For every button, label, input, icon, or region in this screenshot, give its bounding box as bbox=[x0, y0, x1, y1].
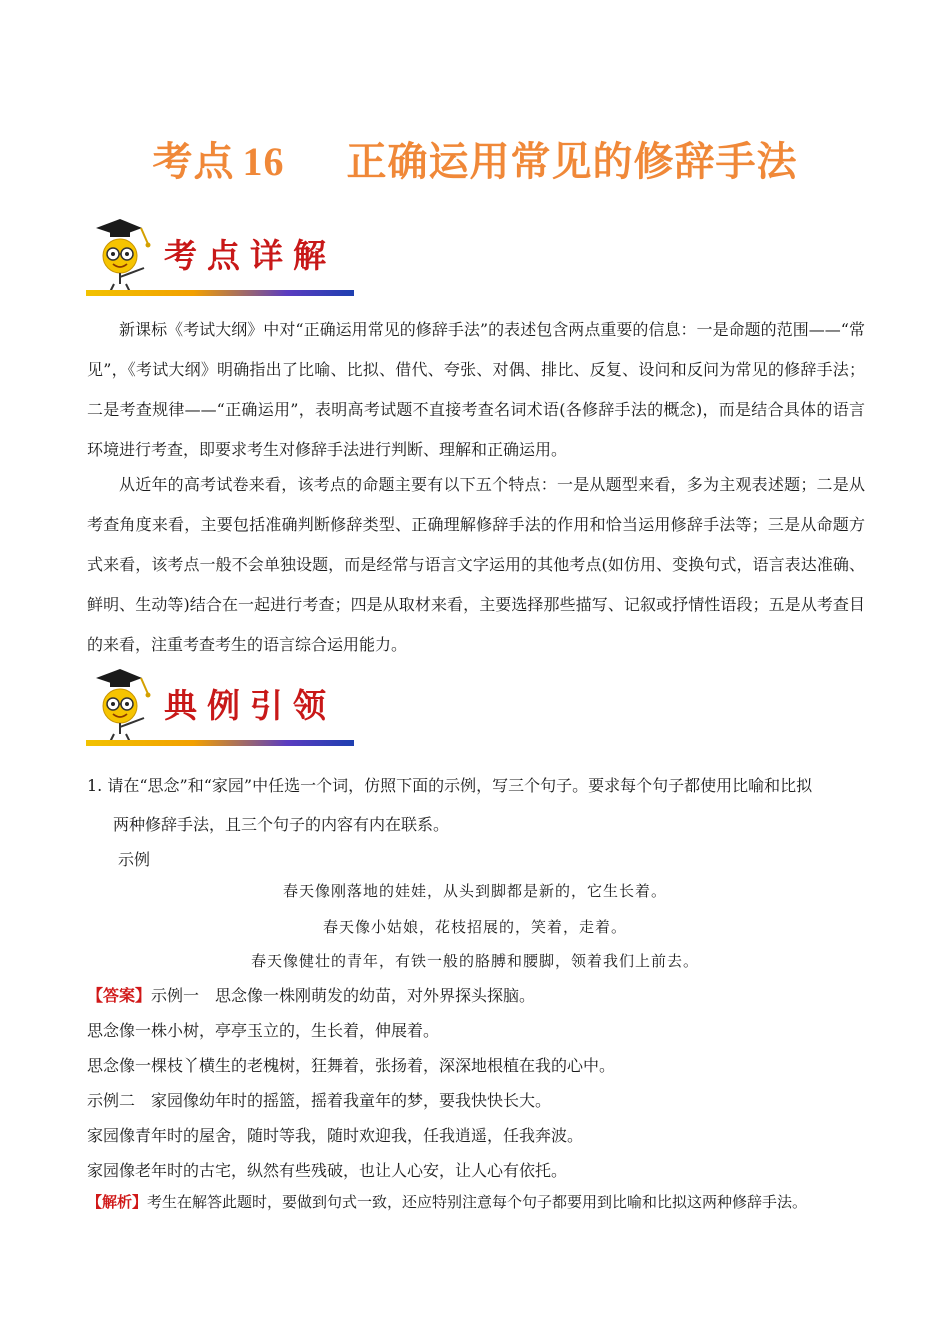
page-title bbox=[0, 130, 950, 187]
title-text: 正确运用常见的修辞手法 bbox=[346, 139, 798, 185]
question-text: 请在“思念”和“家园”中任选一个词，仿照下面的示例，写三个句子。要求每个句子都使用比喻和比拟 bbox=[107, 776, 813, 795]
detail-paragraph-2: 从近年的高考试卷来看，该考点的命题主要有以下五个特点：一是从题型来看，多为主观表述题；二是从考查角度来看，主要包括准确判断修辞类型、正确理解修辞手法的作用和恰当运用修辞手法等；三是从命题方式来看，该考点一般不会单独设题，而是经常与语言文字运用的其他考点(如仿用、变换句式，语言表达准确、鲜明、生动等)结合在一起进行考查；四是从取材来看，主要选择那些描写、记叙或抒情性语段；五是从考查目的来看，注重考查考生的语言综合运用能力。 bbox=[87, 475, 865, 654]
detail-paragraph-1: 新课标《考试大纲》中对“正确运用常见的修辞手法”的表述包含两点重要的信息：一是命题的范围——“常见”，《考试大纲》明确指出了比喻、比拟、借代、夸张、对偶、排比、反复、设问和反问为常见的修辞手法；二是考查规律——“正确运用”，表明高考试题不直接考查名词术语(各修辞手法的概念)，而是结合具体的语言环境进行考查，即要求考生对修辞手法进行判断、理解和正确运用。 bbox=[87, 320, 865, 459]
section-banner-example bbox=[86, 664, 356, 746]
banner-underline bbox=[86, 740, 354, 746]
scholar-mascot-icon bbox=[86, 664, 166, 746]
question-line-1 bbox=[87, 774, 812, 798]
answer-line: 思念像一株小树，亭亭玉立的，生长着，伸展着。 bbox=[87, 1021, 440, 1040]
banner-label: 考点详解 bbox=[164, 236, 336, 275]
answer-line: 思念像一棵枝丫横生的老槐树，狂舞着，张扬着，深深地根植在我的心中。 bbox=[87, 1056, 616, 1075]
analysis-tag: 【解析】 bbox=[87, 1193, 148, 1211]
analysis-line bbox=[87, 1190, 807, 1214]
banner-label: 典例引领 bbox=[164, 686, 336, 725]
example-sentence: 春天像健壮的青年，有铁一般的胳膊和腰脚，领着我们上前去。 bbox=[250, 952, 699, 970]
answer-line: 家园像青年时的屋舍，随时等我，随时欢迎我，任我逍遥，任我奔波。 bbox=[87, 1126, 584, 1145]
answer-line: 示例二 家园像幼年时的摇篮，摇着我童年的梦，要我快快长大。 bbox=[87, 1091, 552, 1110]
example-sentence: 春天像小姑娘，花枝招展的，笑着，走着。 bbox=[322, 918, 627, 936]
scholar-mascot-icon bbox=[86, 214, 166, 296]
answer-tag: 【答案】 bbox=[87, 986, 152, 1005]
banner-underline bbox=[86, 290, 354, 296]
answer-line: 家园像老年时的古宅，纵然有些残破，也让人心安，让人心有依托。 bbox=[87, 1161, 568, 1180]
title-prefix: 考点 bbox=[152, 139, 235, 185]
answer-first-line bbox=[87, 984, 535, 1008]
title-number: 16 bbox=[242, 139, 285, 184]
question-number: 1. bbox=[87, 776, 103, 795]
section-banner-detail bbox=[86, 214, 356, 296]
question-line-2: 两种修辞手法，且三个句子的内容有内在联系。 bbox=[113, 815, 450, 834]
answer-text: 示例一 思念像一株刚萌发的幼苗，对外界探头探脑。 bbox=[151, 986, 536, 1005]
analysis-text: 考生在解答此题时，要做到句式一致，还应特别注意每个句子都要用到比喻和比拟这两种修辞手法。 bbox=[147, 1193, 808, 1211]
example-sentence: 春天像刚落地的娃娃，从头到脚都是新的，它生长着。 bbox=[282, 882, 667, 900]
example-label: 示例 bbox=[118, 850, 151, 869]
